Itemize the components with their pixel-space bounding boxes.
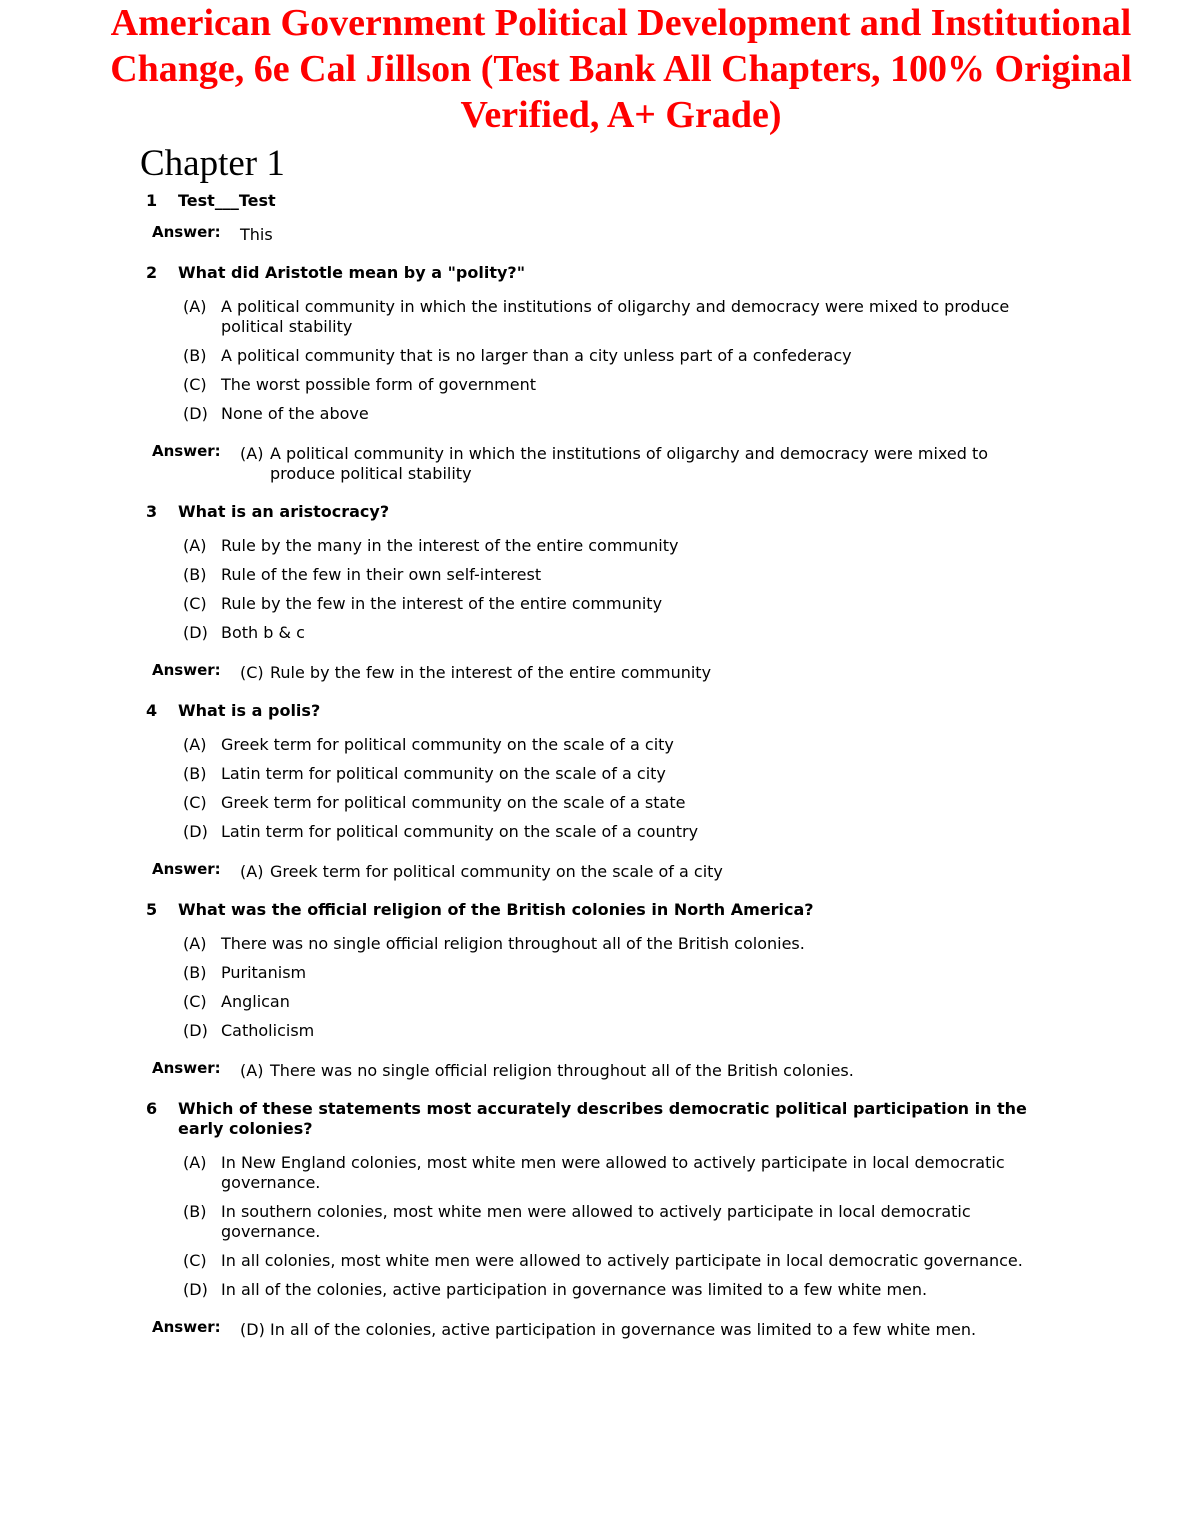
option-text: In southern colonies, most white men were allowed to actively participate in local democratic governance.	[221, 1202, 971, 1241]
question-item	[146, 191, 1046, 245]
option-text: Catholicism	[221, 1021, 315, 1040]
option-item	[183, 1021, 1046, 1041]
question-number: 6	[146, 1099, 158, 1118]
question-text: What did Aristotle mean by a "polity?"	[178, 263, 526, 282]
answer-row	[152, 444, 1046, 484]
answer-text: A political community in which the institutions of oligarchy and democracy were mixed to produce political stability	[270, 444, 989, 483]
option-text: There was no single official religion throughout all of the British colonies.	[221, 934, 805, 953]
question-item	[146, 900, 1046, 1081]
option-item	[183, 297, 1046, 337]
option-list	[183, 934, 1046, 1041]
option-text: In all of the colonies, active participation in governance was limited to a few white men.	[221, 1280, 928, 1299]
option-label: (D)	[183, 1280, 208, 1299]
question-list	[146, 191, 1046, 1358]
option-item	[183, 735, 1046, 755]
option-text: The worst possible form of government	[221, 375, 537, 394]
question-text: What is an aristocracy?	[178, 502, 390, 521]
option-item	[183, 1251, 1046, 1271]
question-item	[146, 701, 1046, 882]
document-title: American Government Political Development and Institutional Change, 6e Cal Jillson (Test Bank All Chapters, 100% Original Verified, A+ Grade)	[110, 2, 1132, 136]
option-list	[183, 1153, 1046, 1300]
answer-row	[152, 862, 1046, 882]
answer-row	[152, 225, 1046, 245]
question-number: 3	[146, 502, 158, 521]
option-label: (C)	[183, 375, 207, 394]
option-label: (C)	[183, 992, 207, 1011]
option-item	[183, 992, 1046, 1012]
option-item	[183, 793, 1046, 813]
option-text: Rule by the many in the interest of the entire community	[221, 536, 679, 555]
question-number: 1	[146, 191, 158, 210]
chapter-heading: Chapter 1	[140, 143, 285, 184]
answer-letter: (C)	[240, 663, 264, 682]
option-label: (B)	[183, 963, 207, 982]
option-item	[183, 963, 1046, 983]
question-text: What is a polis?	[178, 701, 321, 720]
option-label: (A)	[183, 1153, 207, 1172]
answer-text: This	[240, 225, 273, 244]
question-item	[146, 1099, 1046, 1340]
option-item	[183, 536, 1046, 556]
answer-letter: (D)	[240, 1320, 265, 1339]
option-item	[183, 1153, 1046, 1193]
option-label: (B)	[183, 565, 207, 584]
question-number: 4	[146, 701, 158, 720]
option-label: (C)	[183, 1251, 207, 1270]
answer-text: There was no single official religion throughout all of the British colonies.	[270, 1061, 854, 1080]
option-label: (B)	[183, 764, 207, 783]
option-item	[183, 1280, 1046, 1300]
option-text: Greek term for political community on the scale of a city	[221, 735, 674, 754]
answer-letter: (A)	[240, 1061, 264, 1080]
answer-letter: (A)	[240, 444, 264, 463]
option-list	[183, 536, 1046, 643]
option-text: In all colonies, most white men were allowed to actively participate in local democratic governance.	[221, 1251, 1023, 1270]
option-text: Both b & c	[221, 623, 305, 642]
answer-row	[152, 1061, 1046, 1081]
option-text: Latin term for political community on the scale of a country	[221, 822, 699, 841]
question-text: What was the official religion of the British colonies in North America?	[178, 900, 814, 919]
option-item	[183, 764, 1046, 784]
question-text: Test___Test	[178, 191, 276, 210]
answer-row	[152, 663, 1046, 683]
option-item	[183, 346, 1046, 366]
answer-label: Answer:	[152, 1318, 221, 1336]
answer-label: Answer:	[152, 661, 221, 679]
question-header	[146, 191, 1046, 211]
option-list	[183, 297, 1046, 424]
option-label: (D)	[183, 623, 208, 642]
answer-row	[152, 1320, 1046, 1340]
answer-label: Answer:	[152, 1059, 221, 1077]
option-label: (A)	[183, 536, 207, 555]
option-label: (C)	[183, 594, 207, 613]
option-label: (D)	[183, 822, 208, 841]
option-item	[183, 623, 1046, 643]
question-header	[146, 263, 1046, 283]
option-text: A political community that is no larger than a city unless part of a confederacy	[221, 346, 852, 365]
option-label: (C)	[183, 793, 207, 812]
question-text: Which of these statements most accurately describes democratic political participation in the early colonies?	[178, 1099, 1027, 1138]
option-text: None of the above	[221, 404, 369, 423]
question-header	[146, 701, 1046, 721]
answer-text: Greek term for political community on the scale of a city	[270, 862, 723, 881]
answer-label: Answer:	[152, 223, 221, 241]
option-label: (D)	[183, 1021, 208, 1040]
option-item	[183, 1202, 1046, 1242]
answer-label: Answer:	[152, 442, 221, 460]
answer-text: Rule by the few in the interest of the entire community	[270, 663, 712, 682]
option-text: Anglican	[221, 992, 290, 1011]
option-label: (B)	[183, 346, 207, 365]
option-item	[183, 404, 1046, 424]
option-text: Puritanism	[221, 963, 307, 982]
question-header	[146, 1099, 1046, 1139]
option-item	[183, 565, 1046, 585]
question-number: 5	[146, 900, 158, 919]
option-label: (A)	[183, 934, 207, 953]
question-number: 2	[146, 263, 158, 282]
option-label: (A)	[183, 735, 207, 754]
question-item	[146, 263, 1046, 484]
option-item	[183, 375, 1046, 395]
option-text: Greek term for political community on the scale of a state	[221, 793, 686, 812]
option-item	[183, 934, 1046, 954]
option-item	[183, 594, 1046, 614]
option-text: Latin term for political community on the scale of a city	[221, 764, 666, 783]
option-text: Rule by the few in the interest of the entire community	[221, 594, 663, 613]
question-header	[146, 900, 1046, 920]
option-text: Rule of the few in their own self-interest	[221, 565, 542, 584]
option-label: (B)	[183, 1202, 207, 1221]
answer-label: Answer:	[152, 860, 221, 878]
option-text: In New England colonies, most white men were allowed to actively participate in local democratic governance.	[221, 1153, 1005, 1192]
answer-text: In all of the colonies, active participation in governance was limited to a few white men.	[270, 1320, 977, 1339]
question-item	[146, 502, 1046, 683]
option-text: A political community in which the institutions of oligarchy and democracy were mixed to produce political stability	[221, 297, 1010, 336]
option-item	[183, 822, 1046, 842]
option-label: (D)	[183, 404, 208, 423]
answer-letter: (A)	[240, 862, 264, 881]
option-list	[183, 735, 1046, 842]
option-label: (A)	[183, 297, 207, 316]
question-header	[146, 502, 1046, 522]
